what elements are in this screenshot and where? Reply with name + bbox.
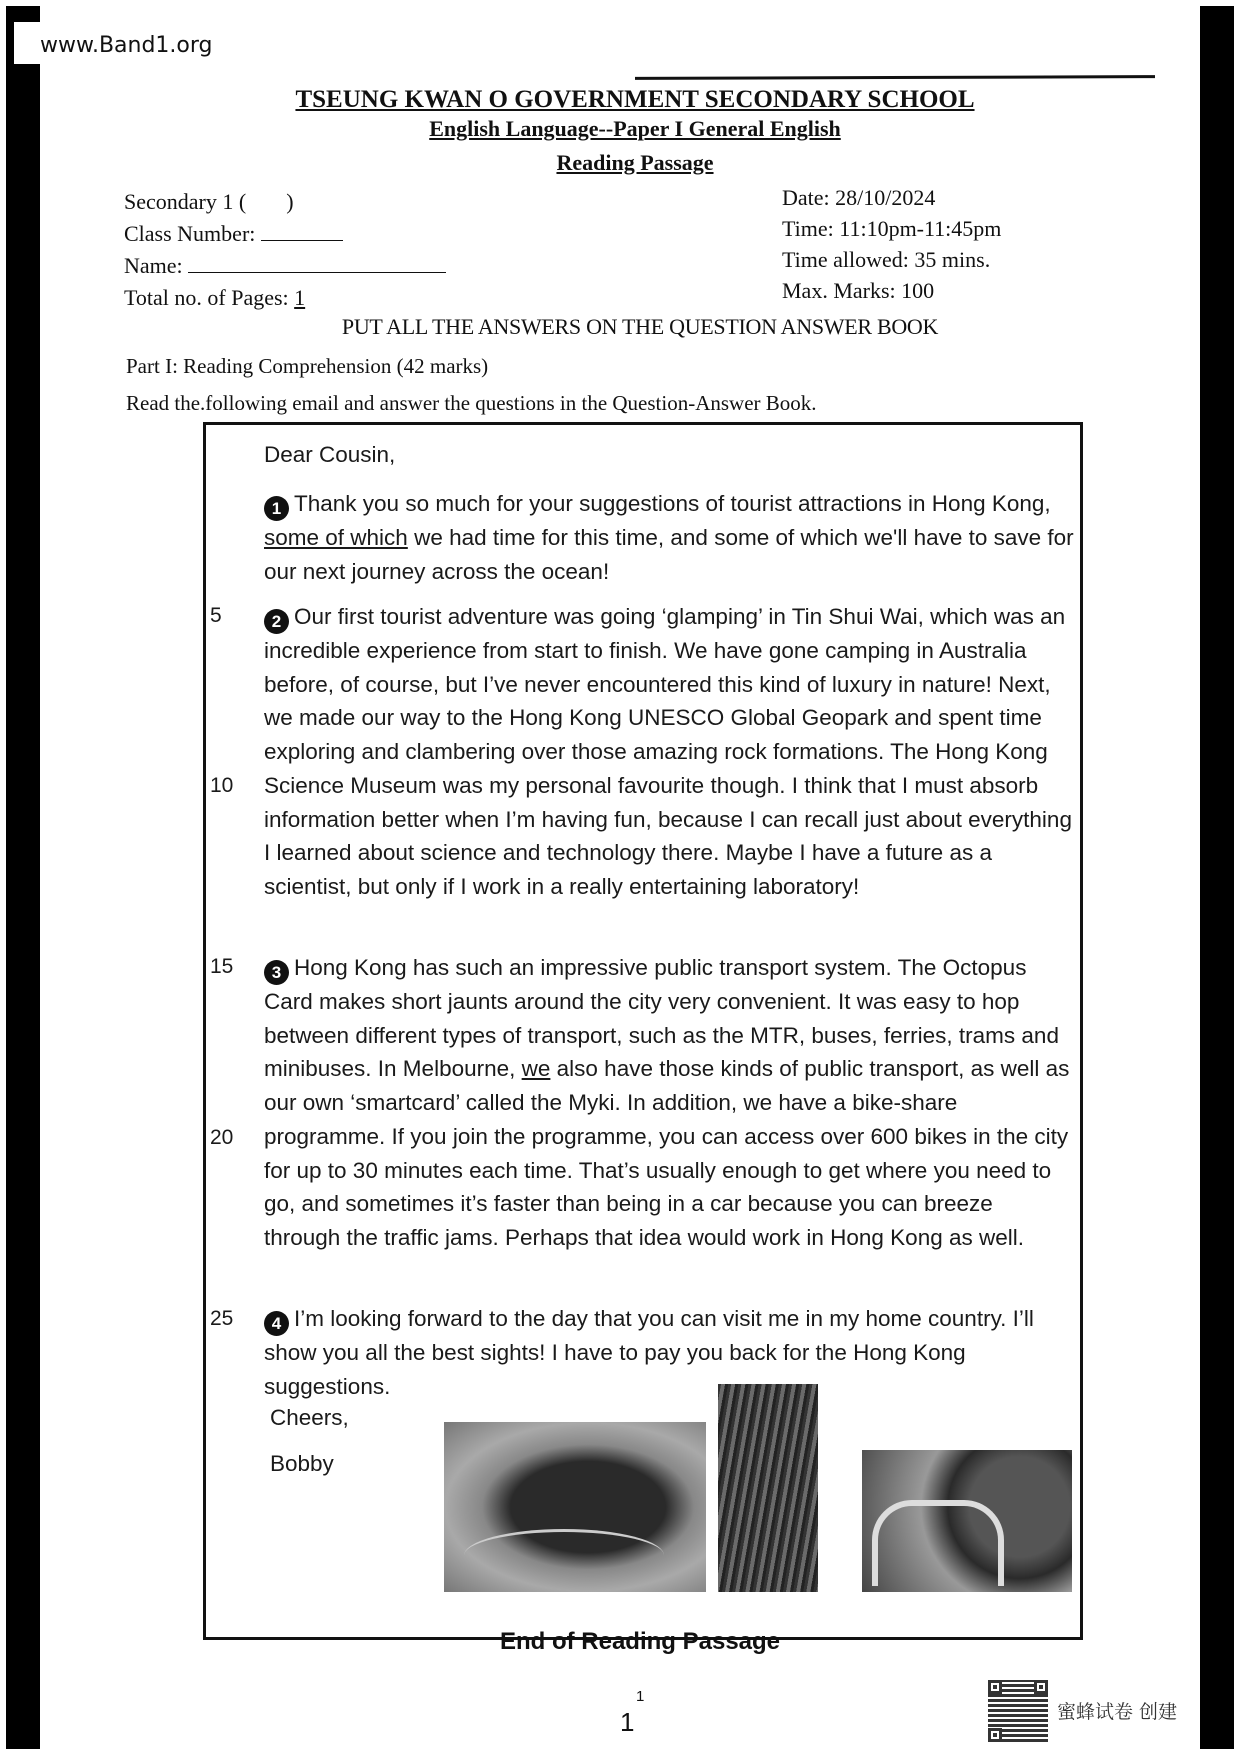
- underlined-word: we: [521, 1056, 551, 1082]
- line-number: 5: [210, 604, 222, 627]
- class-number-field: [124, 218, 446, 250]
- forest-tree-photo: [718, 1384, 818, 1592]
- watermark-text: www.Band1.org: [40, 33, 213, 58]
- section-title: Reading Passage: [556, 150, 714, 175]
- email-greeting: Dear Cousin,: [264, 442, 396, 467]
- paragraph-number-icon: 1: [264, 496, 289, 521]
- secondary-label: Secondary 1 (: [124, 189, 247, 214]
- part-heading: Part I: Reading Comprehension (42 marks): [126, 354, 489, 378]
- line-number: 20: [210, 1126, 234, 1149]
- paragraph-number-icon: 3: [264, 960, 289, 985]
- read-instruction: Read the.following email and answer the questions in the Question-Answer Book.: [126, 391, 817, 415]
- exam-time: Time: 11:10pm-11:45pm: [782, 216, 1002, 241]
- line-number: 25: [210, 1307, 234, 1330]
- email-paragraph-1: [264, 487, 1074, 588]
- school-title: TSEUNG KWAN O GOVERNMENT SECONDARY SCHOOL: [295, 86, 975, 113]
- class-number-blank[interactable]: [261, 221, 343, 241]
- exam-date: Date: 28/10/2024: [782, 185, 936, 210]
- secondary-field: [124, 186, 446, 218]
- paragraph-text: we had time for this time, and some of which we'll have to save for our next journey across the ocean!: [264, 525, 1074, 584]
- page-number: 1: [620, 1707, 635, 1737]
- class-number-label: Class Number:: [124, 221, 256, 246]
- paragraph-text: Our first tourist adventure was going ‘glamping’ in Tin Shui Wai, which was an incredible experience from start to finish. We have gone camping in Australia before, of course, but I’ve never encountered this kind of luxury in nature! Next, we made our way to the Hong Kong UNESCO Global Geopark and spent time exploring and clambering over those amazing rock formations. The Hong Kong Science Museum was my personal favourite though. I think that I must absorb information better when I’m having fun, because I can recall just about everything I learned about science and technology there. Maybe I have a future as a scientist, but only if I work in a really entertaining laboratory!: [264, 604, 1072, 899]
- name-blank[interactable]: [188, 253, 446, 273]
- paper-title: English Language--Paper I General English: [429, 116, 841, 141]
- exam-info: [782, 182, 1001, 306]
- email-paragraph-4: [264, 1302, 1074, 1403]
- qr-label: 蜜蜂试卷 创建: [1057, 1701, 1178, 1723]
- qr-corner: [988, 1728, 1002, 1742]
- paragraph-text: also have those kinds of public transport, as well as our own ‘smartcard’ called the Myki. In addition, we have a bike-share programme. If you join the programme, you can access over 600 bikes in the city for up to 30 minutes each time. That’s usually enough to get where you need to go, and sometimes it’s faster than being in a car because you can breeze through the traffic jams. Perhaps that idea would work in Hong Kong as well.: [264, 1056, 1070, 1250]
- rock-formation-photo: [444, 1422, 706, 1592]
- exam-time-allowed: Time allowed: 35 mins.: [782, 247, 991, 272]
- line-number: 15: [210, 955, 234, 978]
- email-paragraph-2: [264, 600, 1074, 904]
- secondary-close: ): [286, 189, 294, 214]
- end-of-passage: End of Reading Passage: [499, 1628, 781, 1655]
- answer-instruction: PUT ALL THE ANSWERS ON THE QUESTION ANSWER BOOK: [341, 314, 939, 339]
- scan-border-left: [6, 6, 40, 1749]
- paragraph-text: Hong Kong has such an impressive public transport system. The Octopus Card makes short jaunts around the city very convenient. It was easy to hop between different types of transport, such as the MTR, buses, ferries, trams and minibuses. In Melbourne,: [264, 955, 1059, 1082]
- qr-code-icon: [988, 1680, 1048, 1742]
- page-number-small: 1: [636, 1688, 645, 1705]
- glamping-tent-photo: [862, 1450, 1072, 1592]
- email-signature: Bobby: [270, 1451, 334, 1476]
- paragraph-number-icon: 2: [264, 609, 289, 634]
- line-number: 10: [210, 774, 234, 797]
- student-info: [124, 186, 446, 314]
- paragraph-text: I’m looking forward to the day that you can visit me in my home country. I’ll show you all the best sights! I have to pay you back for the Hong Kong suggestions.: [264, 1306, 1034, 1399]
- email-closing: Cheers,: [270, 1405, 349, 1430]
- email-paragraph-3: [264, 951, 1074, 1255]
- qr-corner: [988, 1680, 1002, 1694]
- paragraph-text: Thank you so much for your suggestions of tourist attractions in Hong Kong,: [294, 491, 1051, 516]
- qr-corner: [1034, 1680, 1048, 1694]
- paragraph-number-icon: 4: [264, 1311, 289, 1336]
- exam-max-marks: Max. Marks: 100: [782, 278, 935, 303]
- scan-border-right: [1200, 6, 1234, 1749]
- total-pages-field: [124, 282, 446, 314]
- name-label: Name:: [124, 253, 183, 278]
- name-field: [124, 250, 446, 282]
- top-rule: [635, 75, 1155, 80]
- total-pages-label: Total no. of Pages:: [124, 285, 289, 310]
- total-pages-value: 1: [294, 285, 306, 310]
- underlined-phrase: some of which: [264, 525, 408, 550]
